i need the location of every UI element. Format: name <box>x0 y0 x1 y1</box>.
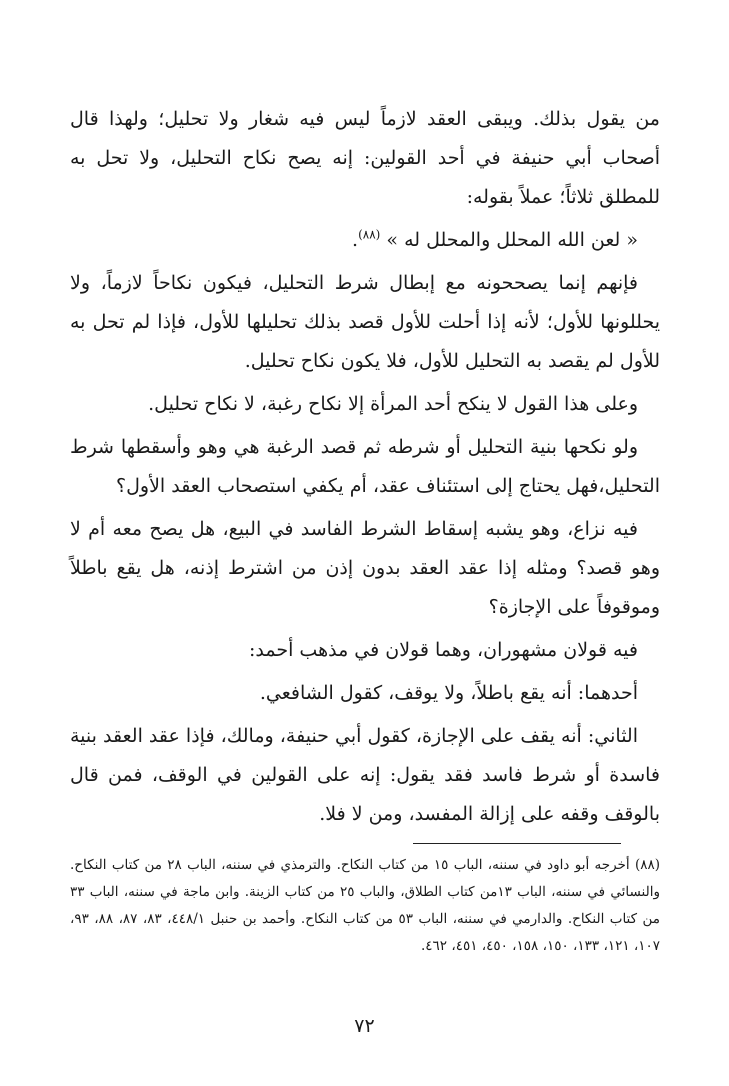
footnote-reference: (٨٨) <box>358 227 381 242</box>
footnote-separator <box>413 843 621 844</box>
footnote-text: (٨٨) أخرجه أبو داود في سننه، الباب ١٥ من كتاب النكاح. والترمذي في سننه، الباب ٢٨ من كتاب النكاح. والنسائي في سننه، الباب ١٣من كتاب الطلاق، والباب ٢٥ من كتاب الزينة. وابن ماجة في سننه، الباب ٣٣ من كتاب النكاح. والدارمي في سننه، الباب ٥٣ من كتاب النكاح. وأحمد بن حنبل ٤٤٨/١، ٨٣، ٨٧، ٨٨، ٩٣، ١٠٧، ١٢١، ١٣٣، ١٥٠، ١٥٨، ٤٥٠، ٤٥١، ٤٦٢. <box>70 857 661 954</box>
paragraph-6: فيه نزاع، وهو يشبه إسقاط الشرط الفاسد في البيع، هل يصح معه أم لا وهو قصد؟ ومثله إذا عقد العقد بدون إذن من اشترط إذنه، هل يقع باطلاً وموقوفاً على الإجازة؟ <box>70 518 660 618</box>
main-text <box>70 100 660 838</box>
paragraph-8: أحدهما: أنه يقع باطلاً، ولا يوقف، كقول الشافعي. <box>259 682 638 704</box>
page-number: ٧٢ <box>354 1015 375 1037</box>
quote-text: « لعن الله المحلل والمحلل له » <box>386 229 638 251</box>
footnote <box>70 852 660 960</box>
hadith-quote <box>70 221 660 260</box>
paragraph-9: الثاني: أنه يقف على الإجازة، كقول أبي حنيفة، ومالك، فإذا عقد العقد بنية فاسدة أو شرط فاسد فقد يقول: إنه على القولين في الوقف، فمن قال بالوقف وقفه على إزالة المفسد، ومن لا فلا. <box>70 725 660 825</box>
paragraph-4: وعلى هذا القول لا ينكح أحد المرأة إلا نكاح رغبة، لا نكاح تحليل. <box>148 393 638 415</box>
paragraph-3: فإنهم إنما يصححونه مع إبطال شرط التحليل، فيكون نكاحاً لازماً، ولا يحللونها للأول؛ لأنه إذا أحلت للأول قصد بذلك تحليلها للأول، فإذا لم تحل به للأول لم يقصد به التحليل للأول، فلا يكون نكاح تحليل. <box>70 272 660 372</box>
paragraph-5: ولو نكحها بنية التحليل أو شرطه ثم قصد الرغبة هي وهو وأسقطها شرط التحليل،فهل يحتاج إلى استئناف عقد، أم يكفي استصحاب العقد الأول؟ <box>70 436 660 497</box>
paragraph-1: من يقول بذلك. ويبقى العقد لازماً ليس فيه شغار ولا تحليل؛ ولهذا قال أصحاب أبي حنيفة في أحد القولين: إنه يصح نكاح التحليل، ولا تحل به للمطلق ثلاثاً؛ عملاً بقوله: <box>70 108 660 208</box>
paragraph-7: فيه قولان مشهوران، وهما قولان في مذهب أحمد: <box>249 639 638 661</box>
quote-end: . <box>352 229 359 251</box>
